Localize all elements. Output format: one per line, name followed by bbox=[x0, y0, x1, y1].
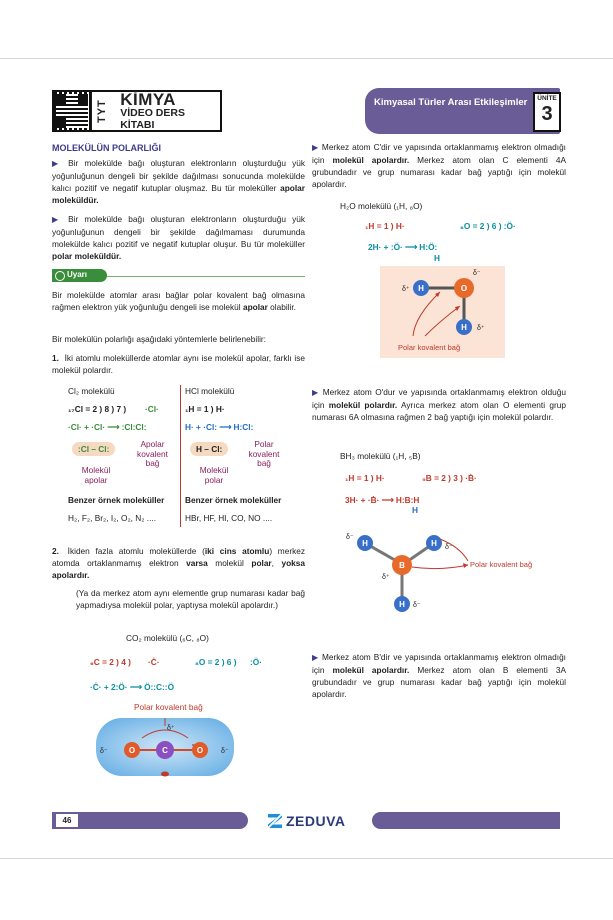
method-2-note: (Ya da merkez atom aynı elementle grup numarası kadar bağ yapmadıysa molekül polar, yaptıysa molekül apolardır.) bbox=[76, 588, 305, 611]
hcl-molecule-label: Molekül polar bbox=[199, 465, 229, 485]
bullet-arrow-icon: ▶ bbox=[52, 215, 62, 224]
cl2-structure: :Cl – Cl: bbox=[72, 442, 115, 456]
qr-code-icon[interactable] bbox=[54, 92, 91, 130]
co2-c-dot: ·Ċ· bbox=[148, 657, 160, 667]
cl-lewis-dot: ·Cl· bbox=[145, 404, 159, 414]
h2o-title: H₂O molekülü (₁H, ₈O) bbox=[340, 201, 423, 211]
h2o-h-config: ₁H = 1 ) H· bbox=[365, 221, 405, 231]
cl2-config: ₁₇Cl = 2 ) 8 ) 7 ) bbox=[68, 404, 127, 414]
h2o-delta-plus-left: δ⁺ bbox=[402, 286, 410, 293]
co2-reaction: ·Ċ· + 2:Ö· ⟶ Ö::C::Ö bbox=[90, 682, 175, 692]
cl2-similar-label: Benzer örnek moleküller bbox=[68, 495, 165, 505]
h2o-atom-label: H bbox=[418, 284, 424, 293]
bullet-arrow-icon: ▶ bbox=[312, 388, 320, 397]
unit-badge bbox=[533, 92, 561, 132]
h2o-atom-label: O bbox=[460, 284, 468, 293]
co2-title: CO₂ molekülü (₆C, ₈O) bbox=[126, 633, 209, 643]
h2o-delta-plus-bottom: δ⁺ bbox=[477, 325, 485, 332]
publisher-logo bbox=[268, 811, 346, 831]
brand-title: KİMYA bbox=[120, 89, 176, 109]
cl2-title: Cl₂ molekülü bbox=[68, 386, 115, 396]
hcl-structure: H – Cl: bbox=[190, 442, 228, 456]
bh3-h-config: ₁H = 1 ) H· bbox=[345, 473, 385, 483]
co2-o-config: ₈O = 2 ) 6 ) bbox=[195, 657, 237, 667]
bh3-atom-label: H bbox=[399, 600, 405, 609]
footer-bar-left bbox=[52, 812, 248, 829]
cl2-bond-label: Apolar kovalent bağ bbox=[137, 439, 168, 469]
cl2-similar-list: H₂, F₂, Br₂, I₂, O₂, N₂ .... bbox=[68, 513, 157, 523]
co2-delta-minus-left: δ⁻ bbox=[100, 748, 108, 755]
bh3-delta-minus-right: δ⁻ bbox=[445, 544, 453, 551]
bottom-rule bbox=[0, 858, 613, 859]
hcl-bond-label: Polar kovalent bağ bbox=[248, 439, 280, 469]
section-title: MOLEKÜLÜN POLARLIĞI bbox=[52, 143, 161, 153]
cl2-reaction: ·Cl· + ·Cl· ⟶ :Cl:Cl: bbox=[68, 422, 147, 432]
warning-label: Uyarı bbox=[52, 269, 107, 282]
top-rule bbox=[0, 58, 613, 59]
method-2: 2. İkiden fazla atomlu moleküllerde (iki cins atomlu) merkez atomda ortaklanmamış elektron varsa molekül polar, yoksa apolardır. bbox=[52, 546, 306, 581]
co2-bond-label: Polar kovalent bağ bbox=[134, 702, 203, 712]
bh3-diagram bbox=[340, 525, 555, 617]
hcl-config: ₁H = 1 ) H· bbox=[185, 404, 225, 414]
co2-diagram bbox=[90, 712, 240, 784]
co2-c-config: ₆C = 2 ) 4 ) bbox=[90, 657, 131, 667]
bh3-delta-plus: δ⁺ bbox=[382, 574, 390, 581]
zeduva-logo-icon bbox=[268, 814, 282, 828]
brand-box bbox=[52, 90, 222, 132]
bh3-delta-minus-left: δ⁻ bbox=[346, 534, 354, 541]
footer-bar-right bbox=[372, 812, 560, 829]
unit-banner bbox=[365, 88, 560, 134]
bh3-atom-label: H bbox=[362, 539, 368, 548]
h2o-diagram bbox=[380, 266, 505, 358]
brand-subtitle: VİDEO DERS KİTABI bbox=[120, 106, 185, 131]
h2o-o-config: ₈O = 2 ) 6 ) :Ö· bbox=[460, 221, 516, 231]
bh3-title: BH₃ molekülü (₁H, ₅B) bbox=[340, 451, 421, 461]
method-1-number: 1. bbox=[52, 353, 59, 363]
h2o-bond-label: Polar kovalent bağ bbox=[398, 343, 461, 352]
h2o-reaction: 2H· + :Ö· ⟶ H:Ö: bbox=[368, 242, 438, 252]
co2-center-dot bbox=[161, 772, 169, 777]
co2-atom-label: C bbox=[162, 746, 168, 755]
co2-explanation: ▶ Merkez atom C'dir ve yapısında ortaklanmamış elektron olmadığı için molekül apolardır. Merkez atom olan C elementi 4A grubundadır ve grup numarası kadar bağ yaptığı için molekül apolardır. bbox=[312, 142, 566, 189]
bullet-arrow-icon: ▶ bbox=[52, 159, 62, 168]
bullet-polar: ▶ Bir molekülde bağı oluşturan elektronların oluşturduğu yük yoğunluğunun dengeli bir şekilde dağılmaması durumunda molekülde kalıcı pozitif ve negatif kutuplar oluşur. Bu tür moleküller polar moleküldür. bbox=[52, 214, 305, 261]
h2o-explanation: ▶ Merkez atom O'dur ve yapısında ortaklanmamış elektron olduğu için molekül polardır. Ayrıca merkez atom olan O elementi grup numarası 6A olmasına rağmen 2 bağ yaptığı için molekül polardır. bbox=[312, 387, 566, 422]
bh3-reaction: 3H· + ·Ḃ· ⟶ H:B:H bbox=[345, 495, 420, 505]
hcl-similar-label: Benzer örnek moleküller bbox=[185, 495, 282, 505]
h2o-atom-label: H bbox=[461, 323, 467, 332]
bh3-reaction-lower-h: H bbox=[412, 505, 418, 515]
bullet-arrow-icon: ▶ bbox=[312, 143, 319, 152]
co2-atom-label: O bbox=[128, 746, 136, 755]
h2o-reaction-lower-h: H bbox=[434, 253, 440, 263]
method-1: 1. İki atomlu moleküllerde atomlar aynı ise molekül apolar, farklı ise molekül polardır. bbox=[52, 353, 305, 376]
bh3-atom-label: H bbox=[431, 539, 437, 548]
comparison-divider bbox=[180, 385, 181, 527]
cl2-molecule-label: Molekül apolar bbox=[81, 465, 111, 485]
method-2-number: 2. bbox=[52, 546, 59, 556]
hcl-reaction: H· + ·Cl: ⟶ H:Cl: bbox=[185, 422, 254, 432]
publisher-name: ZEDUVA bbox=[286, 813, 346, 829]
co2-delta-plus: δ⁺ bbox=[167, 725, 175, 732]
bullet-arrow-icon: ▶ bbox=[312, 653, 319, 662]
page-number: 46 bbox=[56, 814, 78, 827]
bh3-explanation: ▶ Merkez atom B'dir ve yapısında ortaklanmamış elektron olmadığı için molekül apolardır. Merkez atom olan B elementi 3A grubundadır ve grup numarası kadar bağ yaptığı için molekül apolardır. bbox=[312, 652, 566, 699]
tyt-label: TYT bbox=[91, 92, 114, 130]
co2-delta-minus-right: δ⁻ bbox=[221, 748, 229, 755]
hcl-similar-list: HBr, HF, HI, CO, NO .... bbox=[185, 513, 273, 523]
warning-text: Bir molekülde atomlar arası bağlar polar kovalent bağ olmasına rağmen elektron yük yoğunluğu dengeli ise molekül apolar olabilir. bbox=[52, 290, 305, 313]
methods-intro: Bir molekülün polarlığı aşağıdaki yöntemlerle belirlenebilir: bbox=[52, 334, 266, 344]
bullet-apolar: ▶ Bir molekülde bağı oluşturan elektronların oluşturduğu yük yoğunluğunun dengeli bir şekilde dağılması sonucunda molekülde kalıcı pozitif ve negatif kutuplar oluşmaz. Bu tür moleküller apolar moleküldür. bbox=[52, 158, 305, 205]
co2-atom-label: O bbox=[196, 746, 204, 755]
bh3-bond-label: Polar kovalent bağ bbox=[470, 560, 533, 569]
unit-label: ÜNİTE bbox=[537, 95, 557, 102]
bh3-b-config: ₅B = 2 ) 3 ) ·Ḃ· bbox=[422, 473, 477, 483]
unit-title: Kimyasal Türler Arası Etkileşimler bbox=[374, 97, 528, 108]
unit-number: 3 bbox=[541, 102, 553, 125]
warning-rule bbox=[107, 276, 305, 277]
h2o-delta-minus: δ⁻ bbox=[473, 270, 481, 277]
hcl-title: HCl molekülü bbox=[185, 386, 235, 396]
co2-o-dot: :Ö· bbox=[250, 657, 262, 667]
bh3-delta-minus-bottom: δ⁻ bbox=[413, 602, 421, 609]
bh3-atom-label: B bbox=[399, 561, 405, 570]
